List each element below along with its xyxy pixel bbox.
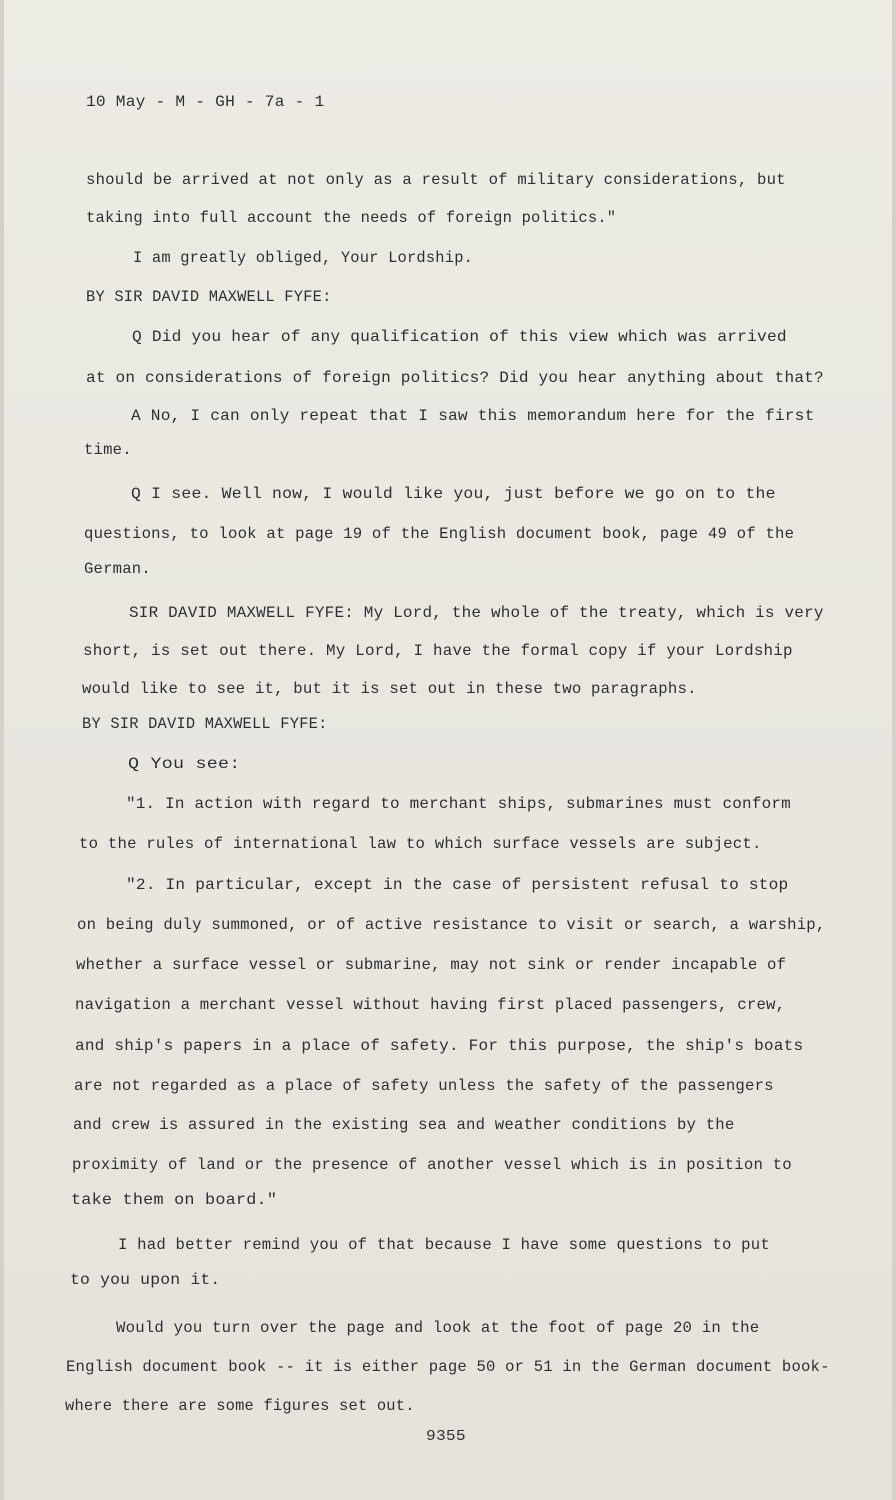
body-line: time. <box>84 441 132 459</box>
body-line: Q Did you hear of any qualification of this view which was arrived <box>132 328 787 346</box>
body-line: are not regarded as a place of safety unless the safety of the passengers <box>74 1077 774 1095</box>
body-line: at on considerations of foreign politics? Did you hear anything about that? <box>86 369 824 387</box>
header-reference: 10 May - M - GH - 7a - 1 <box>86 93 325 111</box>
page-edge-right <box>892 0 896 1500</box>
body-line: Would you turn over the page and look at the foot of page 20 in the <box>116 1319 760 1337</box>
body-line: I am greatly obliged, Your Lordship. <box>133 249 474 267</box>
body-line: to you upon it. <box>70 1271 221 1289</box>
body-line: and ship's papers in a place of safety. For this purpose, the ship's boats <box>75 1037 804 1055</box>
body-line: short, is set out there. My Lord, I have the formal copy if your Lordship <box>83 642 793 660</box>
body-line: "2. In particular, except in the case of persistent refusal to stop <box>126 876 789 894</box>
body-line: would like to see it, but it is set out in these two paragraphs. <box>82 680 697 698</box>
body-line: Q I see. Well now, I would like you, just before we go on to the <box>131 485 776 503</box>
body-line: to the rules of international law to which surface vessels are subject. <box>79 835 762 853</box>
body-line: should be arrived at not only as a result of military considerations, but <box>86 171 786 189</box>
body-line: where there are some figures set out. <box>65 1397 415 1415</box>
body-line: questions, to look at page 19 of the English document book, page 49 of the <box>84 525 795 543</box>
body-line: Q You see: <box>128 755 241 773</box>
body-line: German. <box>84 560 151 578</box>
body-line: whether a surface vessel or submarine, may not sink or render incapable of <box>76 956 787 974</box>
section-heading: BY SIR DAVID MAXWELL FYFE: <box>82 715 328 733</box>
body-line: English document book -- it is either page 50 or 51 in the German document book- <box>66 1358 830 1376</box>
body-line: taking into full account the needs of foreign politics." <box>86 209 617 227</box>
page-number: 9355 <box>426 1428 466 1445</box>
body-line: "1. In action with regard to merchant ships, submarines must conform <box>126 795 791 813</box>
body-line: take them on board." <box>71 1191 278 1209</box>
body-line: I had better remind you of that because I have some questions to put <box>118 1236 770 1254</box>
body-line: A No, I can only repeat that I saw this memorandum here for the first <box>131 407 815 425</box>
body-line: SIR DAVID MAXWELL FYFE: My Lord, the whole of the treaty, which is very <box>129 604 824 622</box>
body-line: and crew is assured in the existing sea and weather conditions by the <box>73 1116 735 1134</box>
page-edge-left <box>0 0 4 1500</box>
body-line: proximity of land or the presence of another vessel which is in position to <box>72 1156 792 1174</box>
section-heading: BY SIR DAVID MAXWELL FYFE: <box>86 288 332 306</box>
body-line: navigation a merchant vessel without having first placed passengers, crew, <box>75 996 786 1014</box>
body-line: on being duly summoned, or of active resistance to visit or search, a warship, <box>77 916 826 934</box>
